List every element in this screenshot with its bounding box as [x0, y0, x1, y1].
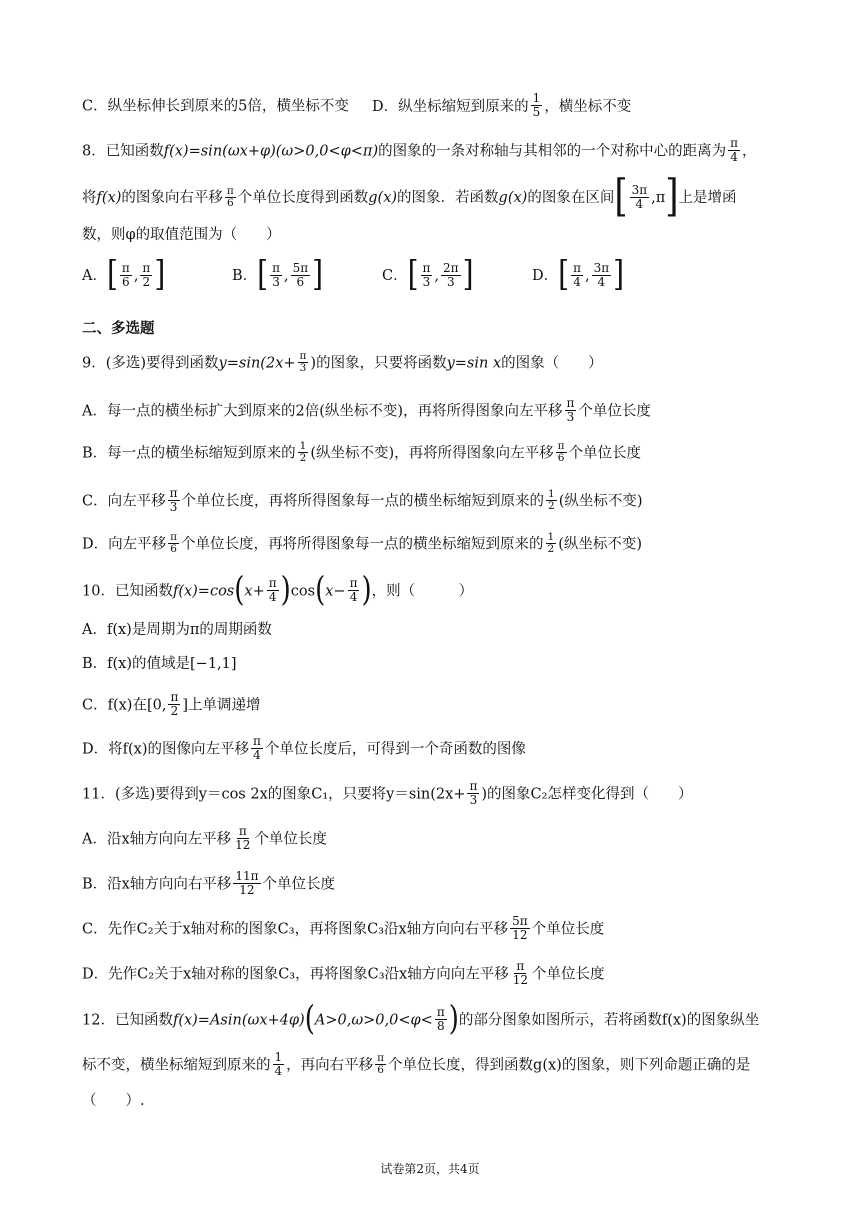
q11-option-a: A．沿x轴方向向左平移 $\frac{\pi}{12}$ 个单位长度: [82, 824, 327, 852]
q10-option-d: D．将f(x)的图像向左平移 $\frac{\pi}{4}$ 个单位长度后，可得到一个奇函数的图像: [82, 734, 526, 762]
q8-option-c: C．[ $\frac{\pi}{3}$ , $\frac{2\pi}{3}$ ]: [382, 252, 474, 294]
q11-option-d: D．先作C₂关于x轴对称的图象C₃，再将图象C₃沿x轴方向向左平移 $\frac{\pi}{12}$ 个单位长度: [82, 959, 605, 987]
q8-line-2: 将f(x)的图象向右平移 $\frac{\pi}{6}$ 个单位长度得到函数g(x)的图象．若函数g(x)的图象在区间[ $\frac{3\pi}{4}$ ,π]上是增函: [82, 170, 737, 222]
q11-stem: 11．(多选)要得到y＝cos 2x的图象C₁，只要将y＝sin(2x+ $\frac{\pi}{3}$ )的图象C₂怎样变化得到（ ）: [82, 779, 693, 807]
page-footer: 试卷第2页，共4页: [380, 1162, 480, 1176]
q7-option-c: C．纵坐标伸长到原来的5倍，横坐标不变: [82, 98, 349, 115]
q9-stem: 9．(多选)要得到函数y=sin(2x+ $\frac{\pi}{3}$ )的图象，只要将函数y=sin x的图象（ ）: [82, 350, 603, 374]
q7-option-d: D．纵坐标缩短到原来的 $\frac{1}{5}$ ，横坐标不变: [372, 91, 632, 119]
q10-stem: 10．已知函数f(x)=cos(x+ $\frac{\pi}{4}$ )cos(x− $\frac{\pi}{4}$ )，则（ ）: [82, 570, 474, 609]
q10-option-a: A．f(x)是周期为π的周期函数: [82, 622, 272, 638]
q8-option-d: D．[ $\frac{\pi}{4}$ , $\frac{3\pi}{4}$ ]: [532, 252, 625, 294]
q8-option-b: B．[ $\frac{\pi}{3}$ , $\frac{5\pi}{6}$ ]: [232, 252, 324, 294]
q8-line-3: 数，则φ的取值范围为（ ）: [82, 227, 281, 243]
q8-option-a: A．[ $\frac{\pi}{6}$ , $\frac{\pi}{2}$ ]: [82, 252, 166, 294]
q11-option-b: B．沿x轴方向向右平移 $\frac{11\pi}{12}$ 个单位长度: [82, 869, 335, 897]
q12-line-3: （ ）.: [82, 1093, 145, 1109]
q9-option-c: C．向左平移 $\frac{\pi}{3}$ 个单位长度，再将所得图象每一点的横坐标缩短到原来的 $\frac{1}{2}$ (纵坐标不变): [82, 486, 643, 514]
q9-option-b: B．每一点的横坐标缩短到原来的 $\frac{1}{2}$ (纵坐标不变)，再将所得图象向左平移 $\frac{\pi}{6}$ 个单位长度: [82, 440, 642, 464]
q12-line-1: 12．已知函数f(x)=Asin(ωx+4φ)(A>0,ω>0,0<φ< $\frac{\pi}{8}$ )的部分图象如图所示，若将函数f(x)的图象纵坐: [82, 999, 760, 1038]
q9-option-a: A．每一点的横坐标扩大到原来的2倍(纵坐标不变)，再将所得图象向左平移 $\frac{\pi}{3}$ 个单位长度: [82, 396, 651, 424]
q10-option-b: B．f(x)的值域是[−1,1]: [82, 656, 237, 672]
q11-option-c: C．先作C₂关于x轴对称的图象C₃，再将图象C₃沿x轴方向向右平移 $\frac{5\pi}{12}$ 个单位长度: [82, 914, 605, 942]
q9-option-d: D．向左平移 $\frac{\pi}{6}$ 个单位长度，再将所得图象每一点的横坐标缩短到原来的 $\frac{1}{2}$ (纵坐标不变): [82, 531, 643, 555]
q8-line-1: 8．已知函数f(x)=sin(ωx+φ)(ω>0,0<φ<π)的图象的一条对称轴与其相邻的一个对称中心的距离为 $\frac{\pi}{4}$ ，: [82, 136, 757, 164]
q12-line-2: 标不变，横坐标缩短到原来的 $\frac{1}{4}$ ，再向右平移 $\frac{\pi}{6}$ 个单位长度，得到函数g(x)的图象，则下列命题正确的是: [82, 1050, 751, 1078]
section-heading-multi-choice: 二、多选题: [82, 321, 155, 337]
q7-options-line: [82, 93, 631, 120]
q10-option-c: C．f(x)在[0, $\frac{\pi}{2}$ ]上单调递增: [82, 690, 261, 718]
